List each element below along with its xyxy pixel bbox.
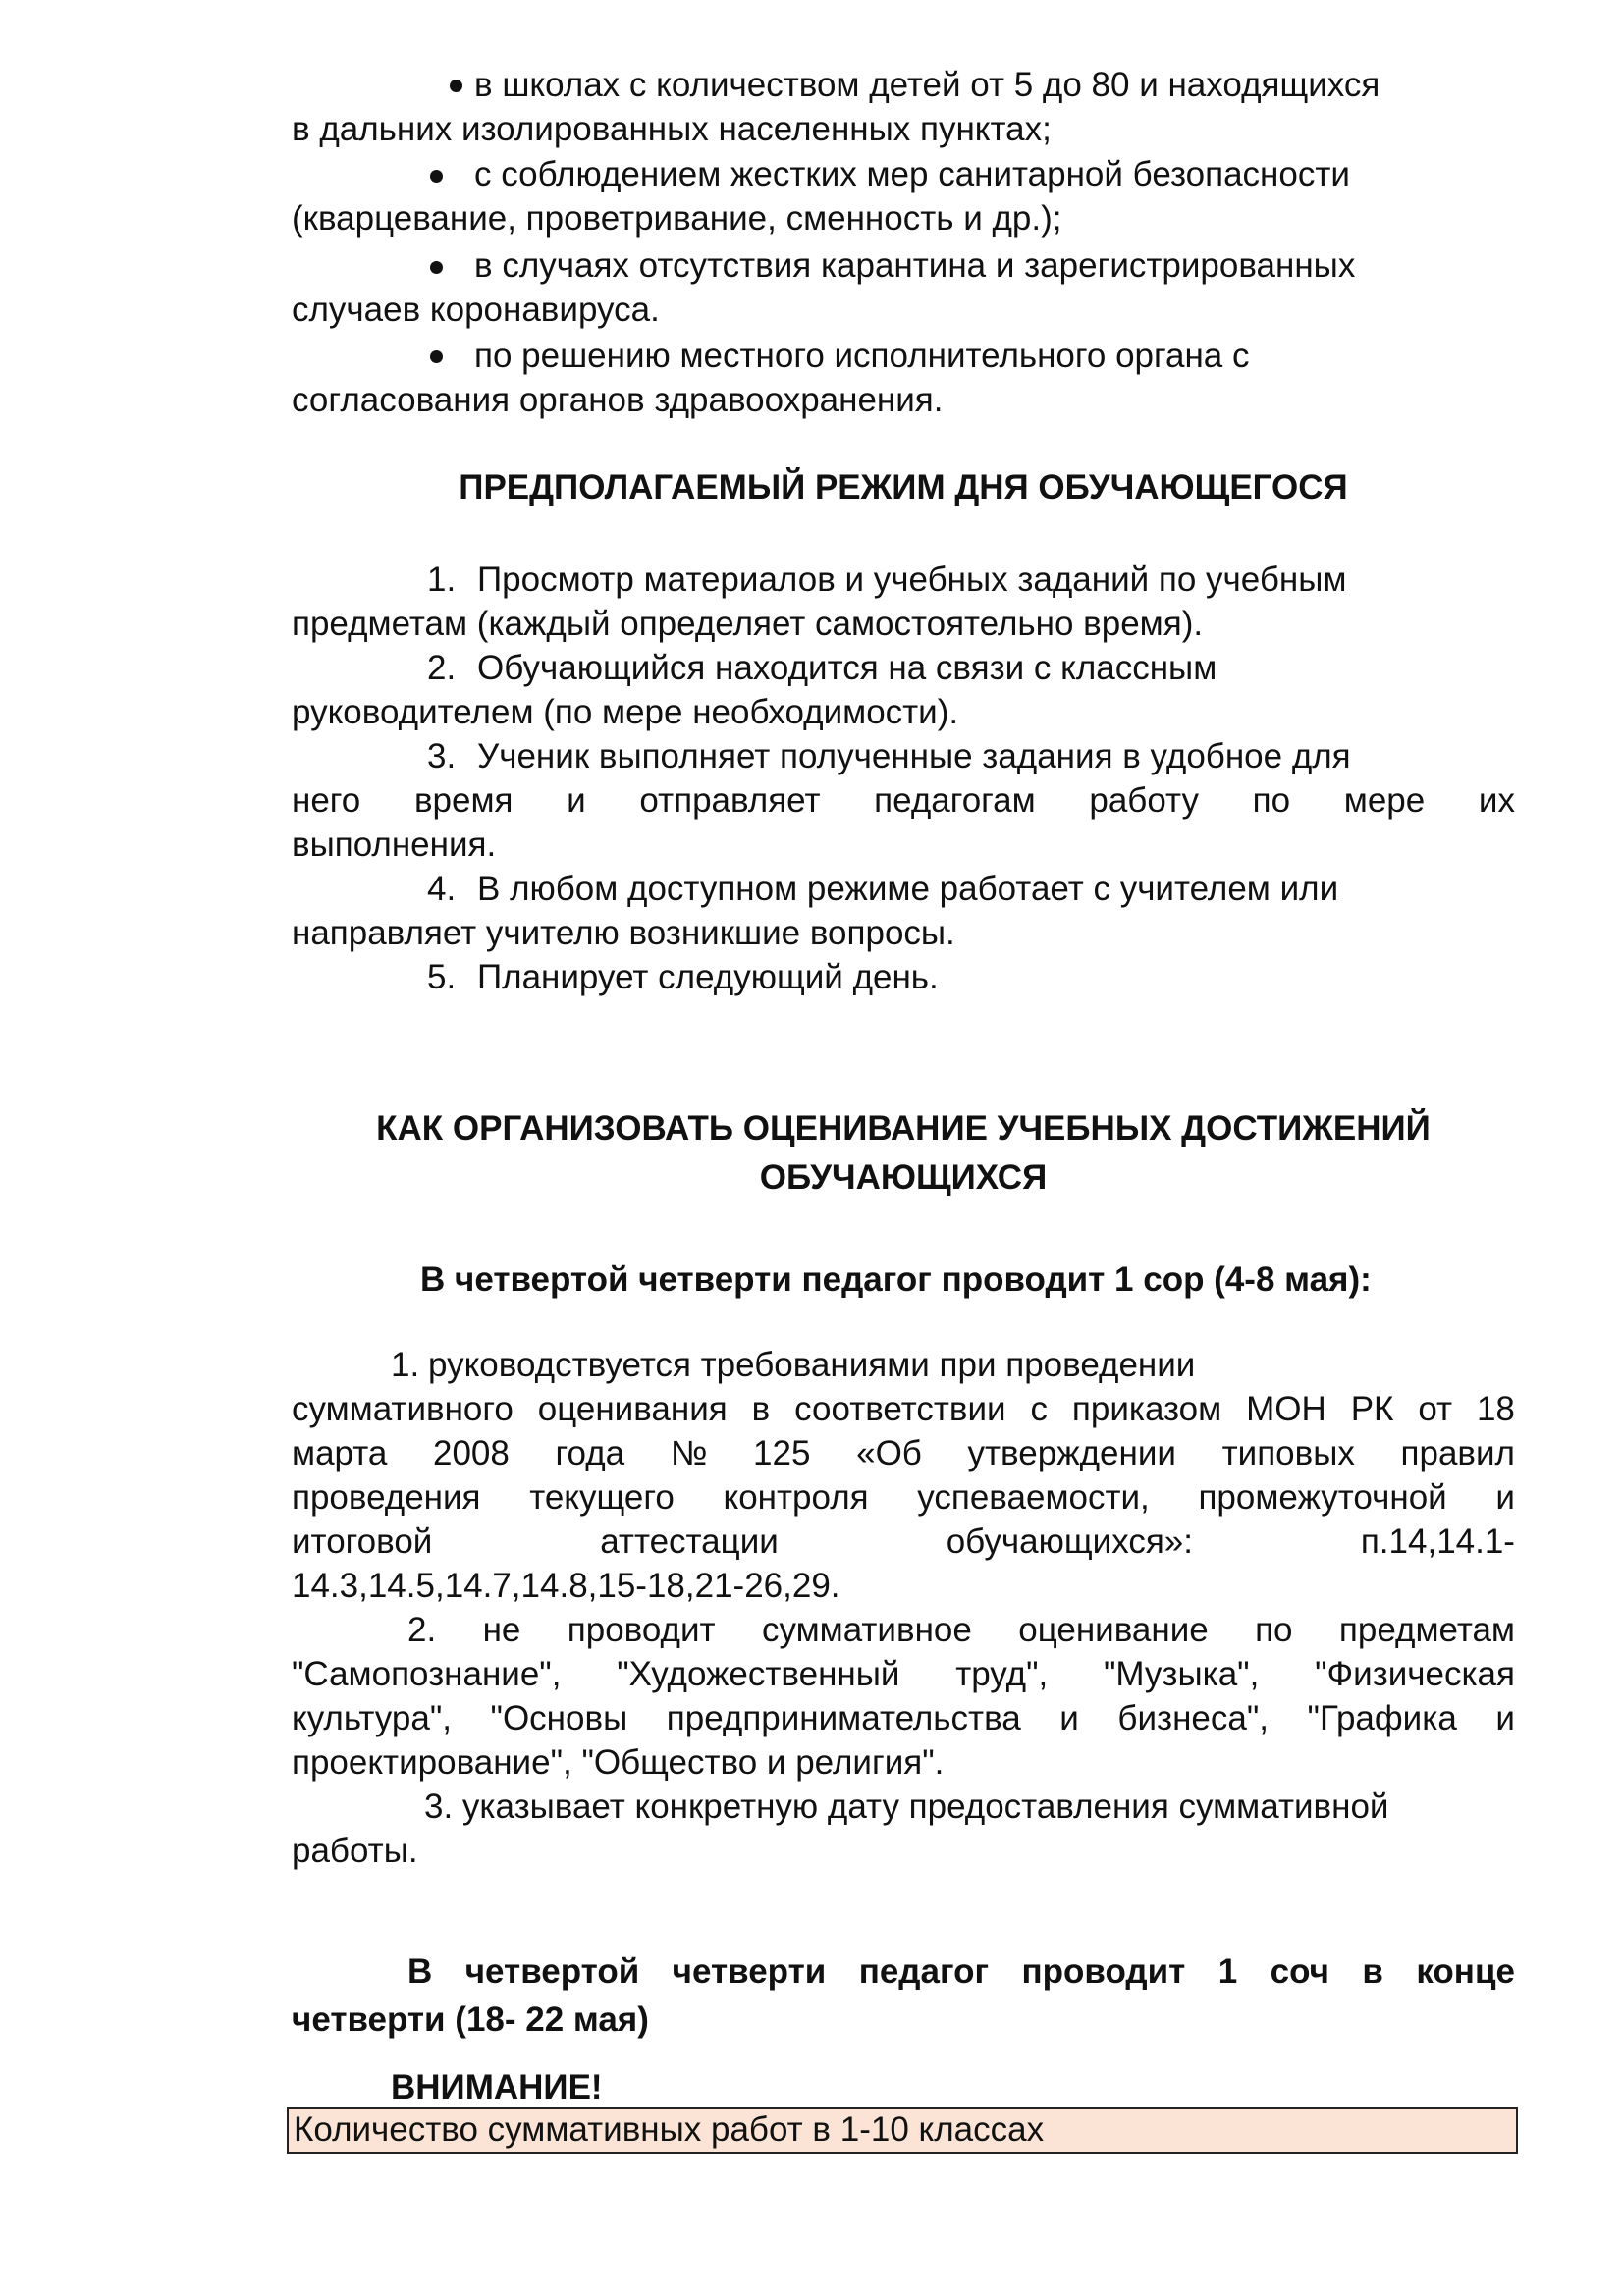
word: "Физическая — [1315, 1655, 1515, 1693]
list-item-line: 14.3,14.5,14.7,14.8,15-18,21-26,29. — [292, 1567, 840, 1605]
justified-line — [407, 1608, 1515, 1652]
list-item-line: Обучающийся находится на связи с классным — [477, 649, 1217, 687]
list-item-line: Ученик выполняет полученные задания в удобное для — [477, 737, 1351, 775]
justified-line — [292, 778, 1515, 823]
word: 1 — [1217, 1952, 1238, 1991]
word: предметам — [1338, 1611, 1515, 1649]
word: и — [1059, 1699, 1079, 1737]
word: предпринимательства — [666, 1699, 1021, 1737]
word: 125 — [753, 1434, 811, 1472]
word: обучающихся»: — [946, 1522, 1193, 1561]
word: 2. — [407, 1611, 437, 1649]
word: и — [1495, 1699, 1515, 1737]
word: 18 — [1476, 1390, 1515, 1428]
list-item-line: 3. указывает конкретную дату предоставления суммативной — [424, 1788, 1389, 1826]
list-item-line: выполнения. — [292, 826, 497, 864]
list-item-line: Просмотр материалов и учебных заданий по учебным — [477, 561, 1347, 599]
word: В — [407, 1952, 433, 1991]
word: и — [567, 781, 586, 820]
word: МОН — [1246, 1390, 1326, 1428]
word: п.14,14.1- — [1360, 1522, 1515, 1561]
word: "Художественный — [617, 1655, 900, 1693]
word: "Самопознание", — [292, 1655, 562, 1693]
bullet-item-line: по решению местного исполнительного органа с — [474, 337, 1250, 375]
word: с — [1030, 1390, 1048, 1428]
bullet-item-line: в случаях отсутствия карантина и зарегистрированных — [474, 246, 1356, 285]
list-number: 4. — [427, 870, 457, 908]
word: оценивание — [1018, 1611, 1209, 1649]
word: контроля — [723, 1478, 869, 1517]
section-heading-regime: ПРЕДПОЛАГАЕМЫЙ РЕЖИМ ДНЯ ОБУЧАЮЩЕГОСЯ — [459, 468, 1348, 507]
word: мере — [1343, 781, 1426, 820]
sor-heading: В четвертой четверти педагог проводит 1 сор (4-8 мая): — [420, 1260, 1372, 1299]
list-item-line: проектирование", "Общество и религия". — [292, 1743, 945, 1782]
word: успеваемости, — [917, 1478, 1150, 1517]
word: марта — [292, 1434, 388, 1472]
justified-line — [292, 1431, 1515, 1475]
word: их — [1478, 781, 1515, 820]
word: "Музыка", — [1103, 1655, 1260, 1693]
word: приказом — [1071, 1390, 1222, 1428]
word: итоговой — [292, 1522, 433, 1561]
word: 2008 — [433, 1434, 510, 1472]
word: проводит — [567, 1611, 716, 1649]
bullet-icon — [430, 350, 443, 363]
word: типовых — [1221, 1434, 1355, 1472]
bullet-item-line: согласования органов здравоохранения. — [292, 381, 944, 419]
section-heading-assessment: КАК ОРГАНИЗОВАТЬ ОЦЕНИВАНИЕ УЧЕБНЫХ ДОСТИЖЕНИЙ — [376, 1109, 1431, 1148]
bullet-item-line: в дальних изолированных населенных пунктах; — [292, 110, 1052, 148]
soch-heading-line2: четверти (18- 22 мая) — [292, 2001, 649, 2039]
justified-line — [292, 1387, 1515, 1431]
bullet-item-line: с соблюдением жестких мер санитарной безопасности — [474, 155, 1350, 193]
soch-heading — [407, 1949, 1515, 1994]
word: утверждении — [967, 1434, 1176, 1472]
table-header-cell: Количество суммативных работ в 1-10 классах — [294, 2110, 1045, 2149]
bullet-icon — [430, 170, 443, 183]
word: не — [482, 1611, 521, 1649]
word: время — [413, 781, 514, 820]
word: промежуточной — [1198, 1478, 1447, 1517]
word: конце — [1416, 1952, 1515, 1991]
bullet-item-line: в школах с количеством детей от 5 до 80 и находящихся — [474, 66, 1380, 104]
word: культура", — [292, 1699, 452, 1737]
list-item-line: руководителем (по мере необходимости). — [292, 693, 959, 731]
justified-line — [292, 1475, 1515, 1520]
list-item-line: направляет учителю возникшие вопросы. — [292, 914, 955, 952]
list-item-line: руководствуется требованиями при проведении — [428, 1346, 1196, 1384]
word: суммативное — [761, 1611, 972, 1649]
bullet-item-line: случаев коронавируса. — [292, 291, 660, 329]
bullet-icon — [430, 261, 443, 274]
list-number: 2. — [427, 649, 457, 687]
word: педагог — [858, 1952, 990, 1991]
word: по — [1252, 781, 1291, 820]
word: отправляет — [639, 781, 821, 820]
word: соответствии — [794, 1390, 1006, 1428]
word: по — [1255, 1611, 1293, 1649]
word: «Об — [856, 1434, 922, 1472]
word: в — [1362, 1952, 1383, 1991]
justified-line — [292, 1520, 1515, 1564]
word: текущего — [529, 1478, 675, 1517]
word: № — [670, 1434, 708, 1472]
bullet-icon — [450, 80, 462, 92]
list-number: 1. — [427, 561, 457, 599]
word: "Основы — [490, 1699, 628, 1737]
list-item-line: В любом доступном режиме работает с учителем или — [477, 870, 1339, 908]
word: правил — [1400, 1434, 1515, 1472]
word: от — [1418, 1390, 1453, 1428]
section-heading-assessment-line2: ОБУЧАЮЩИХСЯ — [759, 1158, 1048, 1197]
word: работу — [1089, 781, 1199, 820]
word: оценивания — [537, 1390, 728, 1428]
table-header-row — [287, 2107, 1518, 2154]
word: четвертой — [464, 1952, 640, 1991]
word: и — [1495, 1478, 1515, 1517]
justified-line — [292, 1696, 1515, 1740]
word: суммативного — [292, 1390, 514, 1428]
word: проводит — [1021, 1952, 1186, 1991]
list-item-line: Планирует следующий день. — [477, 958, 939, 996]
justified-line — [292, 1652, 1515, 1696]
list-number: 3. — [427, 737, 457, 775]
word: труд", — [955, 1655, 1049, 1693]
word: в — [751, 1390, 771, 1428]
list-item-line: предметам (каждый определяет самостоятельно время). — [292, 605, 1204, 643]
word: проведения — [292, 1478, 481, 1517]
list-number: 5. — [427, 958, 457, 996]
word: "Графика — [1307, 1699, 1457, 1737]
word: аттестации — [600, 1522, 779, 1561]
list-number: 1. — [391, 1346, 420, 1384]
word: педагогам — [874, 781, 1036, 820]
word: соч — [1270, 1952, 1329, 1991]
word: года — [555, 1434, 625, 1472]
bullet-item-line: (кварцевание, проветривание, сменность и др.); — [292, 199, 1062, 238]
attention-label: ВНИМАНИЕ! — [391, 2068, 603, 2107]
word: четверти — [672, 1952, 827, 1991]
word: него — [292, 781, 361, 820]
list-item-line: работы. — [292, 1832, 418, 1870]
word: РК — [1350, 1390, 1394, 1428]
word: бизнеса", — [1117, 1699, 1269, 1737]
